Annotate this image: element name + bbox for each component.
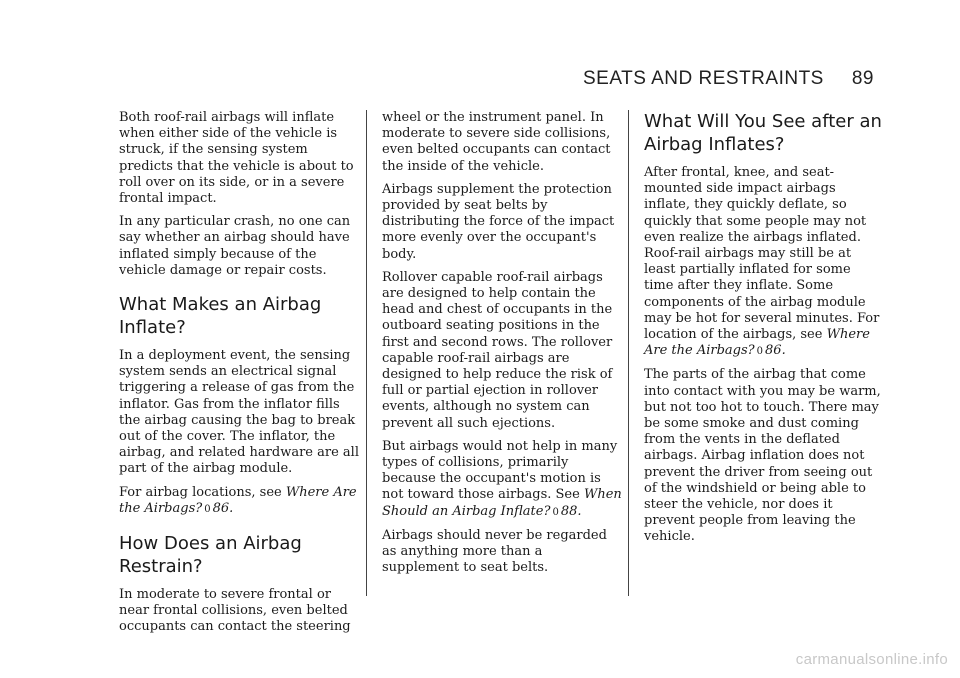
paragraph: Rollover capable roof-rail airbags are designed to help contain the head and chest of occupants in the outboard seating positions in the first and second rows. The rollover capable roof-rail airbags are designed to help reduce the risk of full or partial ejection in rollover events, although no system can prevent all such ejections. (382, 269, 613, 431)
page-reference[interactable]: 88. (560, 503, 582, 519)
paragraph: Airbags supplement the protection provided by seat belts by distributing the force of the impact more evenly over the occupant's body. (382, 181, 615, 262)
section-heading: How Does an Airbag Restrain? (119, 533, 302, 578)
column-divider (366, 110, 367, 596)
page-reference[interactable]: 86. (765, 343, 786, 359)
page-header (583, 68, 874, 90)
page-ref-icon: 0 (552, 506, 559, 518)
paragraph: In any particular crash, no one can say whether an airbag should have inflated simply because of the vehicle damage or repair costs. (119, 214, 351, 278)
section-heading: What Makes an Airbag Inflate? (119, 294, 322, 339)
section-heading: What Will You See after an Airbag Inflates? (644, 111, 882, 155)
column-divider (628, 110, 629, 596)
paragraph: wheel or the instrument panel. In moderate to severe side collisions, even belted occupants can contact the inside of the vehicle. (382, 110, 611, 174)
column-left (119, 110, 359, 643)
paragraph: The parts of the airbag that come into contact with you may be warm, but not too hot to touch. There may be some smoke and dust coming from the vents in the deflated airbags. Airbag inflation does not prevent the driver from seeing out of the windshield or being able to steer the vehicle, nor does it prevent people from leaving the vehicle. (644, 367, 881, 545)
column-right (644, 110, 884, 553)
watermark: carmanualsonline.info (795, 651, 948, 668)
column-middle (382, 110, 622, 583)
cross-reference-link[interactable]: When Should an Airbag Inflate? (382, 487, 622, 519)
paragraph (644, 165, 884, 360)
paragraph: In moderate to severe frontal or near frontal collisions, even belted occupants can contact the steering (119, 587, 351, 635)
paragraph (119, 485, 359, 518)
paragraph-text: For airbag locations, see (119, 484, 286, 500)
page-ref-icon: 0 (204, 503, 211, 515)
paragraph: Both roof-rail airbags will inflate when either side of the vehicle is struck, if the sensing system predicts that the vehicle is about to roll over on its side, or in a severe frontal impact. (119, 110, 354, 207)
paragraph (382, 439, 622, 521)
cross-reference-link[interactable]: Where Are the Airbags? (644, 327, 870, 359)
paragraph: In a deployment event, the sensing system sends an electrical signal triggering a release of gas from the inflator. Gas from the inflator fills the airbag causing the bag to break out of the cover. The inflator, the airbag, and related hardware are all part of the airbag module. (119, 348, 359, 477)
page-ref-icon: 0 (756, 346, 764, 358)
cross-reference-link[interactable]: Where Are the Airbags? (119, 484, 357, 516)
page-reference[interactable]: 86. (212, 500, 234, 516)
paragraph-text: After frontal, knee, and seat-mounted side impact airbags inflate, they quickly deflate, so quickly that some people may not even realize the airbags inflated. Roof-rail airbags may still be at least partially inflated for some time after they inflate. Some components of the airbag module may be hot for several minutes. For location of the airbags, see (644, 165, 880, 343)
paragraph: Airbags should never be regarded as anything more than a supplement to seat belts. (382, 527, 607, 576)
page-number: 89 (851, 68, 874, 89)
paragraph-text: But airbags would not help in many types of collisions, primarily because the occupant's motion is not toward those airbags. See (382, 438, 618, 503)
section-title: SEATS AND RESTRAINTS (583, 68, 824, 89)
